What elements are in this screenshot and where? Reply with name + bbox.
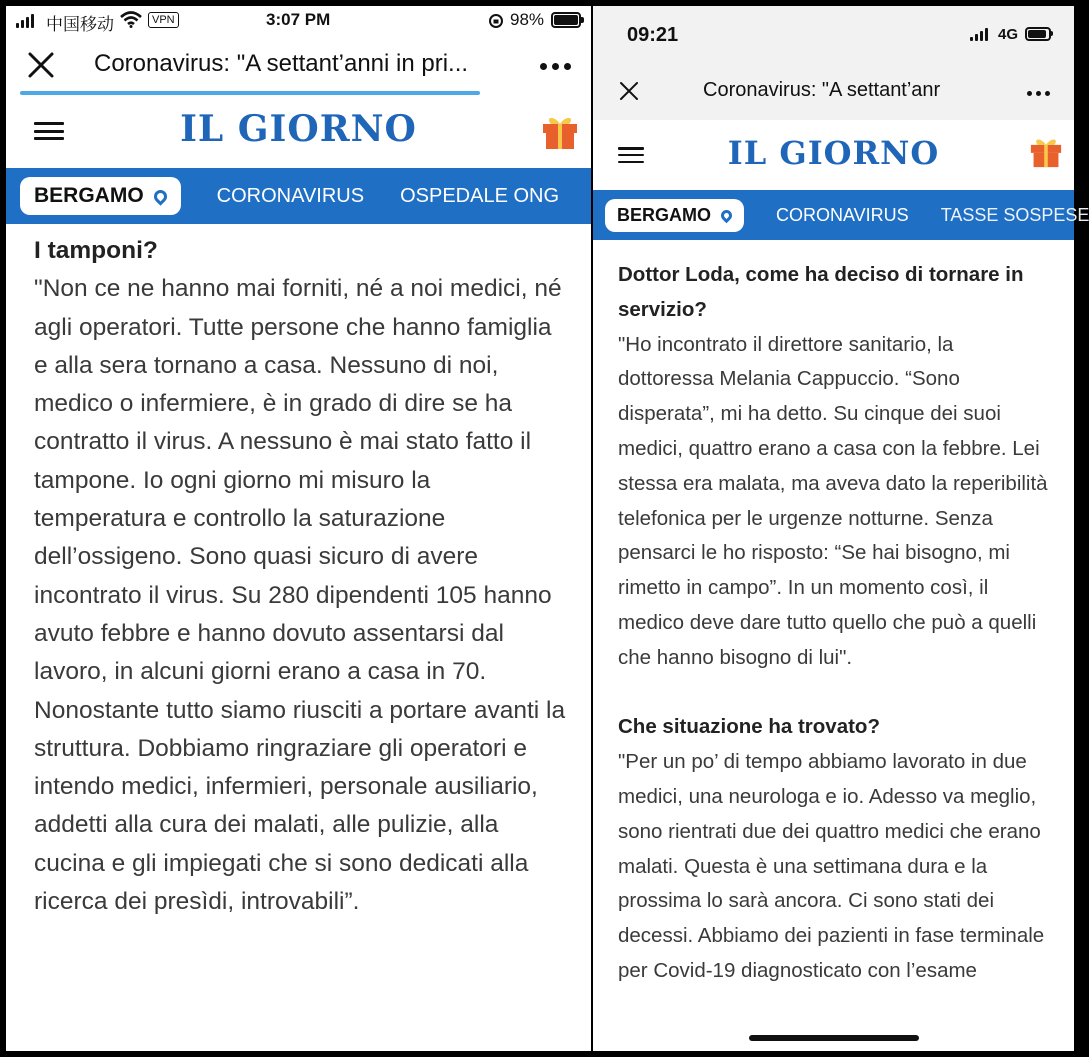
right-screenshot: [593, 6, 1089, 1051]
signal-icon: [16, 14, 34, 28]
article-question-1: Dottor Loda, come ha deciso di tornare in servizio?: [618, 263, 1024, 321]
orientation-lock-icon: [488, 13, 504, 29]
category-coronavirus[interactable]: CORONAVIRUS: [776, 204, 909, 225]
close-icon[interactable]: [28, 52, 54, 78]
category-active-bergamo[interactable]: [605, 199, 744, 232]
vpn-badge: VPN: [148, 12, 179, 28]
close-icon[interactable]: [619, 81, 639, 101]
page-title: Coronavirus: "A settant’anni in pri...: [94, 50, 469, 77]
category-nav: [593, 190, 1089, 240]
article-answer-1: "Ho incontrato il direttore sanitario, la dottoressa Melania Cappuccio. “Sono disperata”, mi ha detto. Su cinque dei suoi medici, quattro erano a casa con la febbre. Lei stessa era malata, ma aveva dato la reperibilità telefonica per le urgenze notturne. Senza pensarci le ho risposto: “Se hai bisogno, mi rimetto in campo”. In un momento così, il medico deve dare tutto quello che può a quelli che hanno bisogno di lui".: [618, 332, 1048, 669]
article-question-2: Che situazione ha trovato?: [618, 715, 880, 739]
battery-icon: [1025, 27, 1051, 41]
home-indicator[interactable]: [749, 1035, 919, 1041]
left-screenshot: [6, 6, 591, 1051]
site-logo[interactable]: IL GIORNO: [727, 134, 940, 172]
page-title: Coronavirus: "A settant’anr: [703, 79, 941, 101]
gift-icon[interactable]: [541, 114, 579, 150]
carrier-label: 中国移动: [46, 15, 114, 34]
battery-tip: [1051, 31, 1053, 36]
battery-icon: [551, 12, 581, 28]
gift-icon[interactable]: [1029, 136, 1063, 168]
article-question: I tamponi?: [34, 237, 158, 264]
battery-percent: 98%: [510, 10, 545, 29]
status-bar: [6, 6, 591, 36]
site-logo[interactable]: IL GIORNO: [180, 108, 417, 150]
category-ospedale-ong[interactable]: OSPEDALE ONG: [400, 184, 560, 207]
category-tasse-sospese[interactable]: TASSE SOSPESE: [940, 204, 1089, 225]
browser-navbar: [6, 36, 591, 96]
wifi-icon: [120, 11, 142, 28]
signal-icon: [970, 28, 988, 41]
status-time: 3:07 PM: [266, 10, 331, 29]
category-active-label: BERGAMO: [34, 184, 144, 207]
category-coronavirus[interactable]: CORONAVIRUS: [216, 184, 365, 207]
more-icon[interactable]: [1027, 91, 1050, 96]
browser-navbar: [593, 60, 1074, 120]
more-icon[interactable]: [540, 63, 571, 70]
location-pin-icon: [151, 187, 169, 205]
status-time: 09:21: [627, 24, 679, 46]
category-active-bergamo[interactable]: [20, 177, 181, 215]
article-answer: "Non ce ne hanno mai forniti, né a noi medici, né agli operatori. Tutte persone che hanno famiglia e alla sera tornano a casa. Nessuno di noi, medico o infermiere, è in grado di dire se ha contratto il virus. A nessuno è mai stato fatto il tampone. Io ogni giorno mi misuro la temperatura e controllo la saturazione dell’ossigeno. Sono quasi sicuro di avere incontrato il virus. Su 280 dipendenti 105 hanno avuto febbre e hanno dovuto assentarsi dal lavoro, in alcuni giorni erano a casa in 70. Nonostante tutto siamo riusciti a portare avanti la struttura. Dobbiamo ringraziare gli operatori e intendo medici, infermieri, personale ausiliario, addetti alla cura dei malati, alle pulizie, alla cucina e gli impiegati che si sono dedicati alla ricerca dei presìdi, introvabili”.: [34, 275, 566, 916]
site-header: [6, 96, 591, 168]
category-active-label: BERGAMO: [617, 204, 711, 225]
battery-tip: [581, 17, 584, 23]
site-header: [593, 120, 1074, 190]
category-nav: [6, 168, 591, 224]
status-bar: [593, 6, 1074, 60]
location-pin-icon: [719, 207, 735, 223]
article-answer-2: "Per un po’ di tempo abbiamo lavorato in due medici, una neurologa e io. Adesso va meglio, sono rientrati due dei quattro medici che erano malati. Questa è una settimana dura e la prossima lo sarà ancora. Ci sono stati dei decessi. Abbiamo dei pazienti in fase terminale per Covid-19 diagnosticato con l’esame: [618, 750, 1045, 982]
article-body: [593, 240, 1074, 989]
network-label: 4G: [998, 26, 1019, 43]
loading-progress: [20, 91, 480, 95]
article-body: [6, 224, 591, 921]
paragraph-gap: [618, 676, 1054, 711]
